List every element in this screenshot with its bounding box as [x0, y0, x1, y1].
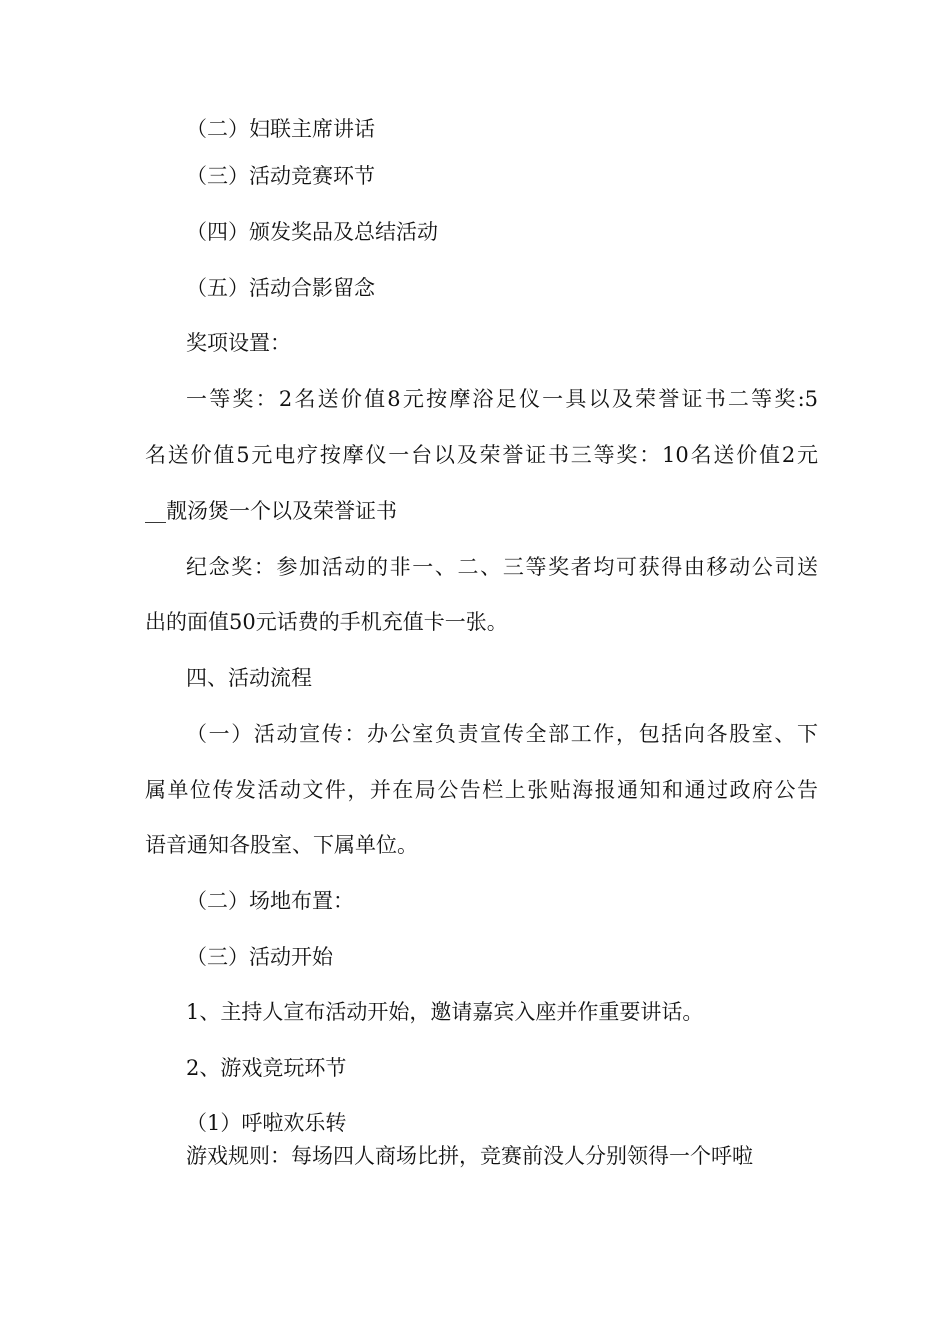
text-line: 2、游戏竞玩环节 [186, 1056, 347, 1080]
text-line: 奖项设置： [186, 331, 291, 355]
text-line: 语音通知各股室、下属单位。 [145, 833, 418, 857]
text-line: 纪念奖：参加活动的非一、二、三等奖者均可获得由移动公司送 [186, 555, 818, 579]
text-line: （三）活动竞赛环节 [186, 164, 375, 188]
text-line: （五）活动合影留念 [186, 276, 375, 300]
text-line: （二）妇联主席讲话 [186, 117, 375, 141]
text-line: __靓汤煲一个以及荣誉证书 [145, 499, 397, 523]
section-heading: 四、活动流程 [186, 666, 312, 690]
text-line: 名送价值5元电疗按摩仪一台以及荣誉证书三等奖：10名送价值2元 [145, 443, 818, 467]
text-line: （二）场地布置： [186, 889, 354, 913]
text-line: 游戏规则：每场四人商场比拼，竞赛前没人分别领得一个呼啦 [186, 1144, 753, 1168]
text-line: （1）呼啦欢乐转 [186, 1111, 347, 1135]
text-line: （四）颁发奖品及总结活动 [186, 220, 438, 244]
text-line: （一）活动宣传：办公室负责宣传全部工作，包括向各股室、下 [186, 722, 818, 746]
text-line: （三）活动开始 [186, 945, 333, 969]
text-line: 出的面值50元话费的手机充值卡一张。 [145, 610, 508, 634]
text-line: 属单位传发活动文件，并在局公告栏上张贴海报通知和通过政府公告 [145, 778, 818, 802]
text-line: 1、主持人宣布活动开始，邀请嘉宾入座并作重要讲话。 [186, 1000, 704, 1024]
text-line: 一等奖：2名送价值8元按摩浴足仪一具以及荣誉证书二等奖:5 [186, 387, 818, 411]
